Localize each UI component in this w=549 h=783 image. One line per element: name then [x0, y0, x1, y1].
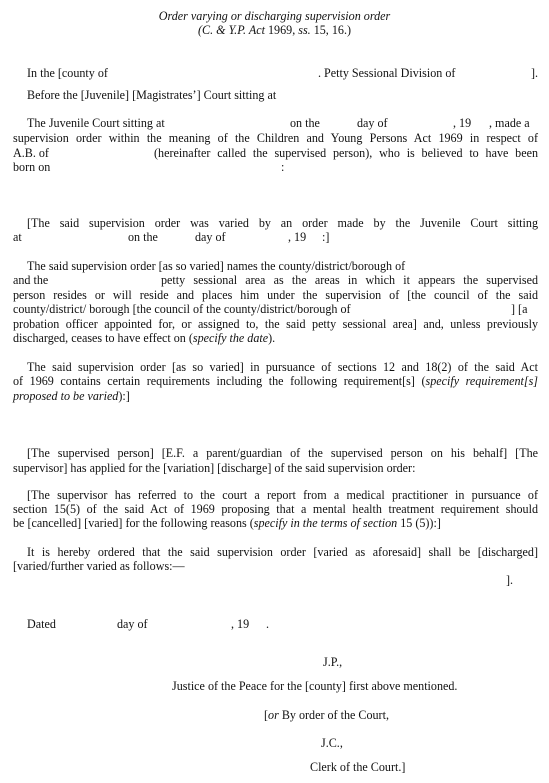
form-title: Order varying or discharging supervision order — [158, 9, 391, 23]
p1-court-sitting: The Juvenile Court sitting at — [27, 116, 165, 130]
p3-and-the: and the — [13, 273, 49, 287]
p1-made-a: , made a — [489, 116, 530, 130]
p3-line-c: person resides or will reside and places him under the supervision of [the council of the said — [13, 288, 538, 302]
before-court-line: Before the [Juvenile] [Magistrates’] Court sitting at — [27, 88, 277, 102]
p3-line-e: probation officer appointed for, or assigned to, the said petty sessional area] and, unless previously — [13, 317, 538, 331]
p2-day-of: day of — [195, 230, 226, 244]
p1-year: , 19 — [453, 116, 472, 130]
p5-line-b: supervisor] has applied for the [variation] [discharge] of the said supervision order: — [13, 461, 416, 475]
p3-line-d-end: ] [a — [511, 302, 528, 316]
dated-label: Dated — [27, 617, 56, 631]
p6-line-c: be [cancelled] [varied] for the following reasons (specify in the terms of section 15 (5)):] — [13, 516, 441, 530]
p2-year: , 19 — [288, 230, 307, 244]
p1-line-b: supervision order within the meaning of the Children and Young Persons Act 1969 in respect of — [13, 131, 538, 145]
p2-end: :] — [322, 230, 330, 244]
p3-line-d: county/district/ borough [the council of the county/district/borough of — [13, 302, 351, 316]
jp-signature: J.P., — [323, 655, 343, 669]
justice-line: Justice of the Peace for the [county] first above mentioned. — [172, 679, 458, 693]
division-label: . Petty Sessional Division of — [318, 66, 456, 80]
dated-dot: . — [266, 617, 270, 631]
dated-day-of: day of — [117, 617, 148, 631]
p1-colon: : — [281, 160, 285, 174]
by-order-line: [or By order of the Court, — [264, 708, 389, 722]
p4-line-c: proposed to be varied):] — [13, 389, 130, 403]
p4-line-a: The said supervision order [as so varied] in pursuance of sections 12 and 18(2) of the said Act — [27, 360, 538, 374]
p7-line-a: It is hereby ordered that the said supervision order [varied as aforesaid] shall be [discharged] — [27, 545, 538, 559]
p2-on-the: on the — [128, 230, 158, 244]
p2-line-a: [The said supervision order was varied by an order made by the Juvenile Court sitting — [27, 216, 538, 230]
p3-line-a: The said supervision order [as so varied] names the county/district/borough of — [27, 259, 406, 273]
form-citation: (C. & Y.P. Act 1969, ss. 15, 16.) — [198, 23, 351, 37]
county-line: In the [county of — [27, 66, 108, 80]
p7-end: ]. — [506, 573, 514, 587]
p6-line-a: [The supervisor has referred to the court a report from a medical practitioner in pursuance of — [27, 488, 538, 502]
p5-line-a: [The supervised person] [E.F. a parent/guardian of the supervised person on his behalf] [The — [27, 446, 538, 460]
p7-line-b: [varied/further varied as follows:— — [13, 559, 185, 573]
p4-line-b: of 1969 contains certain requirements including the following requirement[s] (specify requirement[s] — [13, 374, 538, 388]
dated-year: , 19 — [231, 617, 250, 631]
clerk-line: Clerk of the Court.] — [310, 760, 406, 774]
p1-day-of: day of — [357, 116, 388, 130]
p1-supervised-person: (hereinafter called the supervised person), who is believed to have been — [154, 146, 538, 160]
division-bracket: ]. — [531, 66, 539, 80]
p2-at: at — [13, 230, 22, 244]
p1-ab-of: A.B. of — [13, 146, 49, 160]
p3-line-f: discharged, ceases to have effect on (specify the date). — [13, 331, 276, 345]
jc-signature: J.C., — [321, 736, 343, 750]
p1-born-on: born on — [13, 160, 51, 174]
p6-line-b: section 15(5) of the said Act of 1969 proposing that a mental health treatment requirement should — [13, 502, 538, 516]
p1-on-the: on the — [290, 116, 320, 130]
p3-petty-sessional: petty sessional area as the areas in which it appears the supervised — [161, 273, 538, 287]
